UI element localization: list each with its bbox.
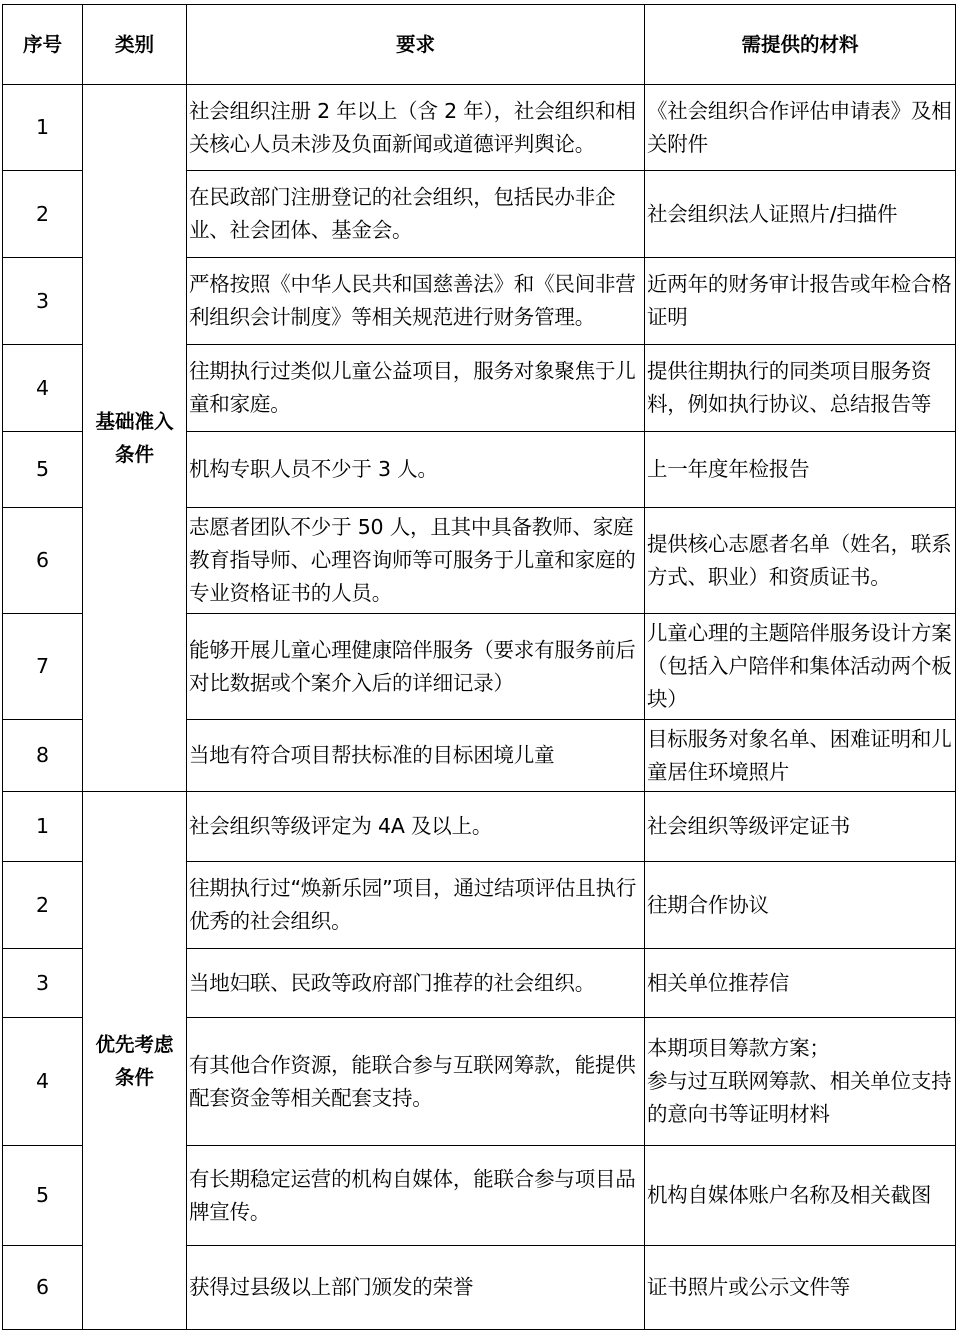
row-index: 8 [3,720,83,792]
materials-cell: 相关单位推荐信 [645,949,956,1018]
materials-cell: 近两年的财务审计报告或年检合格证明 [645,258,956,345]
requirement-cell: 有长期稳定运营的机构自媒体，能联合参与项目品牌宣传。 [187,1146,645,1246]
category-label: 优先考虑 [95,1032,174,1056]
requirement-cell: 当地有符合项目帮扶标准的目标困境儿童 [187,720,645,792]
materials-cell: 儿童心理的主题陪伴服务设计方案（包括入户陪伴和集体活动两个板块） [645,614,956,720]
materials-cell: 社会组织法人证照片/扫描件 [645,171,956,258]
materials-cell: 机构自媒体账户名称及相关截图 [645,1146,956,1246]
materials-cell: 目标服务对象名单、困难证明和儿童居住环境照片 [645,720,956,792]
header-category: 类别 [83,5,187,85]
row-index: 4 [3,345,83,432]
row-index: 2 [3,171,83,258]
requirement-cell: 有其他合作资源，能联合参与互联网筹款，能提供配套资金等相关配套支持。 [187,1018,645,1146]
category-label: 条件 [114,443,154,466]
row-index: 6 [3,1246,83,1330]
materials-cell: 提供往期执行的同类项目服务资料，例如执行协议、总结报告等 [645,345,956,432]
materials-cell: 本期项目筹款方案； 参与过互联网筹款、相关单位支持的意向书等证明材料 [645,1018,956,1146]
table-row [3,85,956,171]
category-cell [83,85,187,792]
materials-cell: 往期合作协议 [645,862,956,949]
category-label: 条件 [114,1065,154,1089]
materials-cell: 证书照片或公示文件等 [645,1246,956,1330]
materials-cell: 提供核心志愿者名单（姓名，联系方式、职业）和资质证书。 [645,508,956,614]
requirement-cell: 社会组织注册 2 年以上（含 2 年），社会组织和相关核心人员未涉及负面新闻或道德评判舆论。 [187,85,645,171]
requirement-cell: 能够开展儿童心理健康陪伴服务（要求有服务前后对比数据或个案介入后的详细记录） [187,614,645,720]
requirements-table [2,4,956,1330]
requirement-cell: 严格按照《中华人民共和国慈善法》和《民间非营利组织会计制度》等相关规范进行财务管理。 [187,258,645,345]
requirement-cell: 往期执行过“焕新乐园”项目，通过结项评估且执行优秀的社会组织。 [187,862,645,949]
requirement-cell: 社会组织等级评定为 4A 及以上。 [187,792,645,862]
row-index: 5 [3,432,83,508]
header-row [3,5,956,85]
row-index: 7 [3,614,83,720]
category-cell [83,792,187,1330]
header-index: 序号 [3,5,83,85]
row-index: 2 [3,862,83,949]
row-index: 1 [3,792,83,862]
row-index: 1 [3,85,83,171]
requirement-cell: 机构专职人员不少于 3 人。 [187,432,645,508]
row-index: 4 [3,1018,83,1146]
requirement-cell: 往期执行过类似儿童公益项目，服务对象聚焦于儿童和家庭。 [187,345,645,432]
row-index: 5 [3,1146,83,1246]
header-materials: 需提供的材料 [645,5,956,85]
category-label: 基础准入 [95,410,174,433]
materials-cell: 上一年度年检报告 [645,432,956,508]
row-index: 3 [3,949,83,1018]
requirement-cell: 在民政部门注册登记的社会组织，包括民办非企业、社会团体、基金会。 [187,171,645,258]
materials-cell: 社会组织等级评定证书 [645,792,956,862]
requirement-cell: 当地妇联、民政等政府部门推荐的社会组织。 [187,949,645,1018]
requirement-cell: 获得过县级以上部门颁发的荣誉 [187,1246,645,1330]
row-index: 3 [3,258,83,345]
header-requirement: 要求 [187,5,645,85]
row-index: 6 [3,508,83,614]
requirement-cell: 志愿者团队不少于 50 人，且其中具备教师、家庭教育指导师、心理咨询师等可服务于儿童和家庭的专业资格证书的人员。 [187,508,645,614]
table-row [3,792,956,862]
materials-cell: 《社会组织合作评估申请表》及相关附件 [645,85,956,171]
